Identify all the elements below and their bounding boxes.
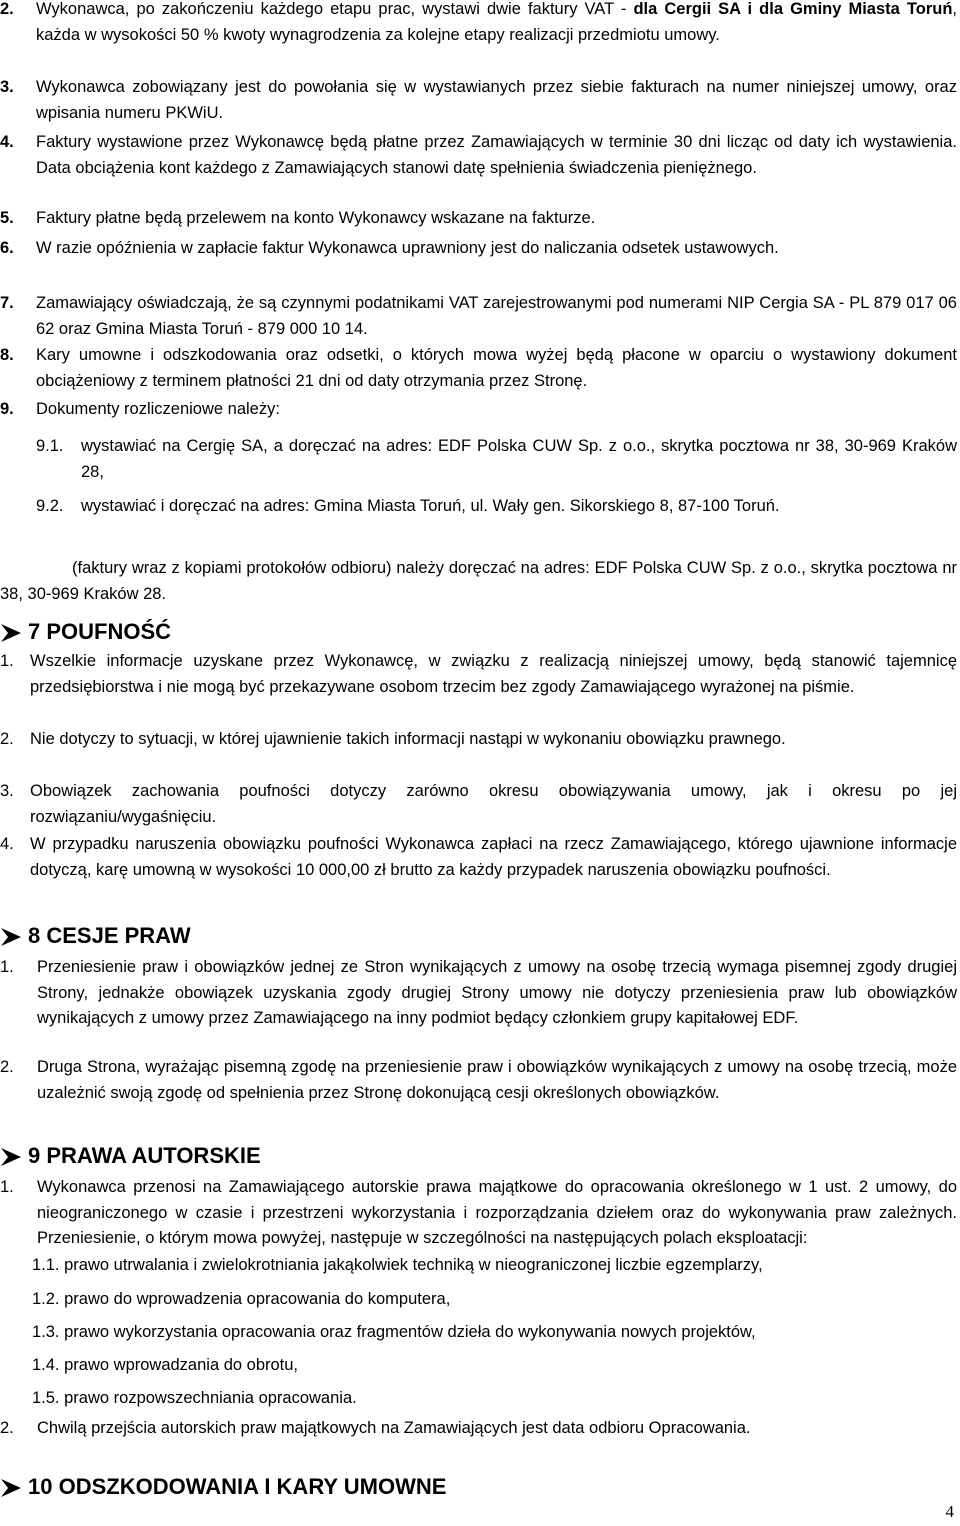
subitem-text: prawo wprowadzania do obrotu, (64, 1356, 299, 1374)
item-text (0, 0, 957, 48)
payment-item-7 (0, 291, 957, 342)
item-number: 5. (0, 209, 14, 227)
item-number: 1. (0, 652, 14, 670)
section-heading-text: 8 CESJE PRAW (28, 923, 191, 948)
payment-item-9-2 (36, 494, 957, 520)
item-number: 8. (0, 346, 14, 364)
item-number: 6. (0, 239, 14, 257)
assignment-item-2 (0, 1055, 957, 1106)
item-text: Kary umowne i odszkodowania oraz odsetki, o których mowa wyżej będą płacone w oparciu o wystawiony dokument obciążeniowy z terminem płatności 21 dni od daty otrzymania przez Stronę. (36, 346, 957, 390)
section-heading-copyright (0, 1143, 261, 1169)
item-number: 4. (0, 835, 14, 853)
item-number: 3. (0, 78, 14, 96)
item-text-end: , każda w wysokości 50 % kwoty wynagrodzenia za kolejne etapy realizacji przedmiotu umowy. (36, 0, 957, 44)
section-heading-damages (0, 1474, 446, 1500)
payment-item-5 (0, 206, 957, 232)
subitem-number: 1.4. (32, 1356, 60, 1374)
item-number: 9.2. (36, 497, 64, 515)
section-arrow-icon (0, 1147, 22, 1167)
item-text: wystawiać i doręczać na adres: Gmina Miasta Toruń, ul. Wały gen. Sikorskiego 8, 87-100 Toruń. (81, 497, 780, 515)
item-text-start: Wykonawca, po zakończeniu każdego etapu prac, wystawi dwie faktury VAT - (36, 0, 634, 18)
subitem-text: prawo utrwalania i zwielokrotniania jakąkolwiek techniką w nieograniczonej liczbie egzemplarzy, (64, 1256, 763, 1274)
item-number: 4. (0, 133, 14, 151)
item-text: Wykonawca przenosi na Zamawiającego autorskie prawa majątkowe do opracowania określonego w 1 ust. 2 umowy, do nieograniczonego w czasie i przestrzeni wykorzystania i rozporządzania dziełem oraz do wykonywania praw zależnych. Przeniesienie, o którym mowa powyżej, następuje w szczególności na następujących polach eksploatacji: (37, 1178, 957, 1247)
section-heading-text: 7 POUFNOŚĆ (28, 619, 172, 644)
section-heading-assignment (0, 923, 191, 949)
subitem-number: 1.1. (32, 1256, 60, 1274)
subitem-number: 1.3. (32, 1323, 60, 1341)
item-text: Obowiązek zachowania poufności dotyczy zarówno okresu obowiązywania umowy, jak i okresu po jej rozwiązaniu/wygaśnięciu. (30, 782, 957, 826)
subitem-number: 1.5. (32, 1389, 60, 1407)
confidentiality-item-1 (0, 649, 957, 700)
item-text: Wszelkie informacje uzyskane przez Wykonawcę, w związku z realizacją niniejszej umowy, będą stanowić tajemnicę przedsiębiorstwa i nie mogą być przekazywane osobom trzecim bez zgody Zamawiającego wyrażonej na piśmie. (30, 652, 957, 696)
subitem-text: prawo rozpowszechniania opracowania. (64, 1389, 357, 1407)
subitem-text: prawo do wprowadzenia opracowania do komputera, (64, 1290, 451, 1308)
note-text: (faktury wraz z kopiami protokołów odbioru) należy doręczać na adres: EDF Polska CUW Sp. z o.o., skrytka pocztowa nr 38, 30-969 Kraków 28. (0, 559, 957, 603)
item-number: 7. (0, 294, 14, 312)
copyright-subitem-1-5 (32, 1386, 357, 1412)
payment-item-3 (0, 75, 957, 126)
payment-item-9-1 (36, 434, 957, 485)
item-text: Faktury płatne będą przelewem na konto Wykonawcy wskazane na fakturze. (36, 209, 596, 227)
item-text: Nie dotyczy to sytuacji, w której ujawnienie takich informacji nastąpi w wykonaniu obowiązku prawnego. (30, 730, 786, 748)
payment-item-8 (0, 343, 957, 394)
item-number: 2. (0, 0, 14, 18)
item-number: 9. (0, 400, 14, 418)
item-text: Chwilą przejścia autorskich praw majątkowych na Zamawiających jest data odbioru Opracowania. (37, 1419, 751, 1437)
section-heading-text: 10 ODSZKODOWANIA I KARY UMOWNE (28, 1474, 447, 1499)
copyright-item-2 (0, 1416, 957, 1442)
assignment-item-1 (0, 955, 957, 1032)
page-number: 4 (945, 1502, 954, 1521)
item-number: 3. (0, 782, 14, 800)
item-text: Wykonawca zobowiązany jest do powołania się w wystawianych przez siebie fakturach na numer niniejszej umowy, oraz wpisania numeru PKWiU. (36, 78, 957, 122)
confidentiality-item-2 (0, 727, 957, 753)
item-text: Druga Strona, wyrażając pisemną zgodę na przeniesienie praw i obowiązków wynikających z umowy na osobę trzecią, może uzależnić swoją zgodę od spełnienia przez Stronę dokonującą cesji określonych obowiązków. (37, 1058, 957, 1102)
item-number: 1. (0, 1178, 14, 1196)
payment-item-4 (0, 130, 957, 181)
item-text: W razie opóźnienia w zapłacie faktur Wykonawca uprawniony jest do naliczania odsetek ustawowych. (36, 239, 779, 257)
item-number: 2. (0, 730, 14, 748)
copyright-subitem-1-1 (32, 1253, 763, 1279)
copyright-subitem-1-2 (32, 1287, 450, 1313)
item-text: Faktury wystawione przez Wykonawcę będą płatne przez Zamawiających w terminie 30 dni licząc od daty ich wystawienia. Data obciążenia kont każdego z Zamawiających stanowi datę spełnienia świadczenia pieniężnego. (36, 133, 957, 177)
section-heading-text: 9 PRAWA AUTORSKIE (28, 1143, 261, 1168)
confidentiality-item-3 (0, 779, 957, 830)
item-number: 1. (0, 958, 14, 976)
item-text: Zamawiający oświadczają, że są czynnymi podatnikami VAT zarejestrowanymi pod numerami NIP Cergia SA - PL 879 017 06 62 oraz Gmina Miasta Toruń - 879 000 10 14. (36, 294, 957, 338)
confidentiality-item-4 (0, 832, 957, 883)
item-number: 9.1. (36, 437, 64, 455)
item-number: 2. (0, 1058, 14, 1076)
item-text: Dokumenty rozliczeniowe należy: (36, 400, 280, 418)
payment-item-9 (0, 397, 957, 423)
invoice-delivery-note (0, 556, 957, 607)
section-heading-confidentiality (0, 619, 171, 645)
copyright-subitem-1-3 (32, 1320, 756, 1346)
item-number: 2. (0, 1419, 14, 1437)
item-text: wystawiać na Cergię SA, a doręczać na adres: EDF Polska CUW Sp. z o.o., skrytka pocztowa nr 38, 30-969 Kraków 28, (81, 437, 957, 481)
copyright-subitem-1-4 (32, 1353, 298, 1379)
section-arrow-icon (0, 1478, 22, 1498)
subitem-text: prawo wykorzystania opracowania oraz fragmentów dzieła do wykonywania nowych projektów, (64, 1323, 756, 1341)
section-arrow-icon (0, 927, 22, 947)
payment-item-6 (0, 236, 957, 262)
subitem-number: 1.2. (32, 1290, 60, 1308)
copyright-item-1 (0, 1175, 957, 1252)
item-text: W przypadku naruszenia obowiązku poufności Wykonawca zapłaci na rzecz Zamawiającego, którego ujawnione informacje dotyczą, karę umowną w wysokości 10 000,00 zł brutto za każdy przypadek naruszenia obowiązku poufności. (30, 835, 957, 879)
payment-item-2 (0, 0, 957, 48)
item-text-bold: dla Cergii SA i dla Gminy Miasta Toruń (633, 0, 953, 18)
item-text: Przeniesienie praw i obowiązków jednej ze Stron wynikających z umowy na osobę trzecią wymaga pisemnej zgody drugiej Strony, jednakże obowiązek uzyskania zgody drugiej Strony umowy nie dotyczy przeniesienia praw lub obowiązków wynikających z umowy przez Zamawiającego na inny podmiot będący członkiem grupy kapitałowej EDF. (37, 958, 957, 1027)
section-arrow-icon (0, 623, 22, 643)
